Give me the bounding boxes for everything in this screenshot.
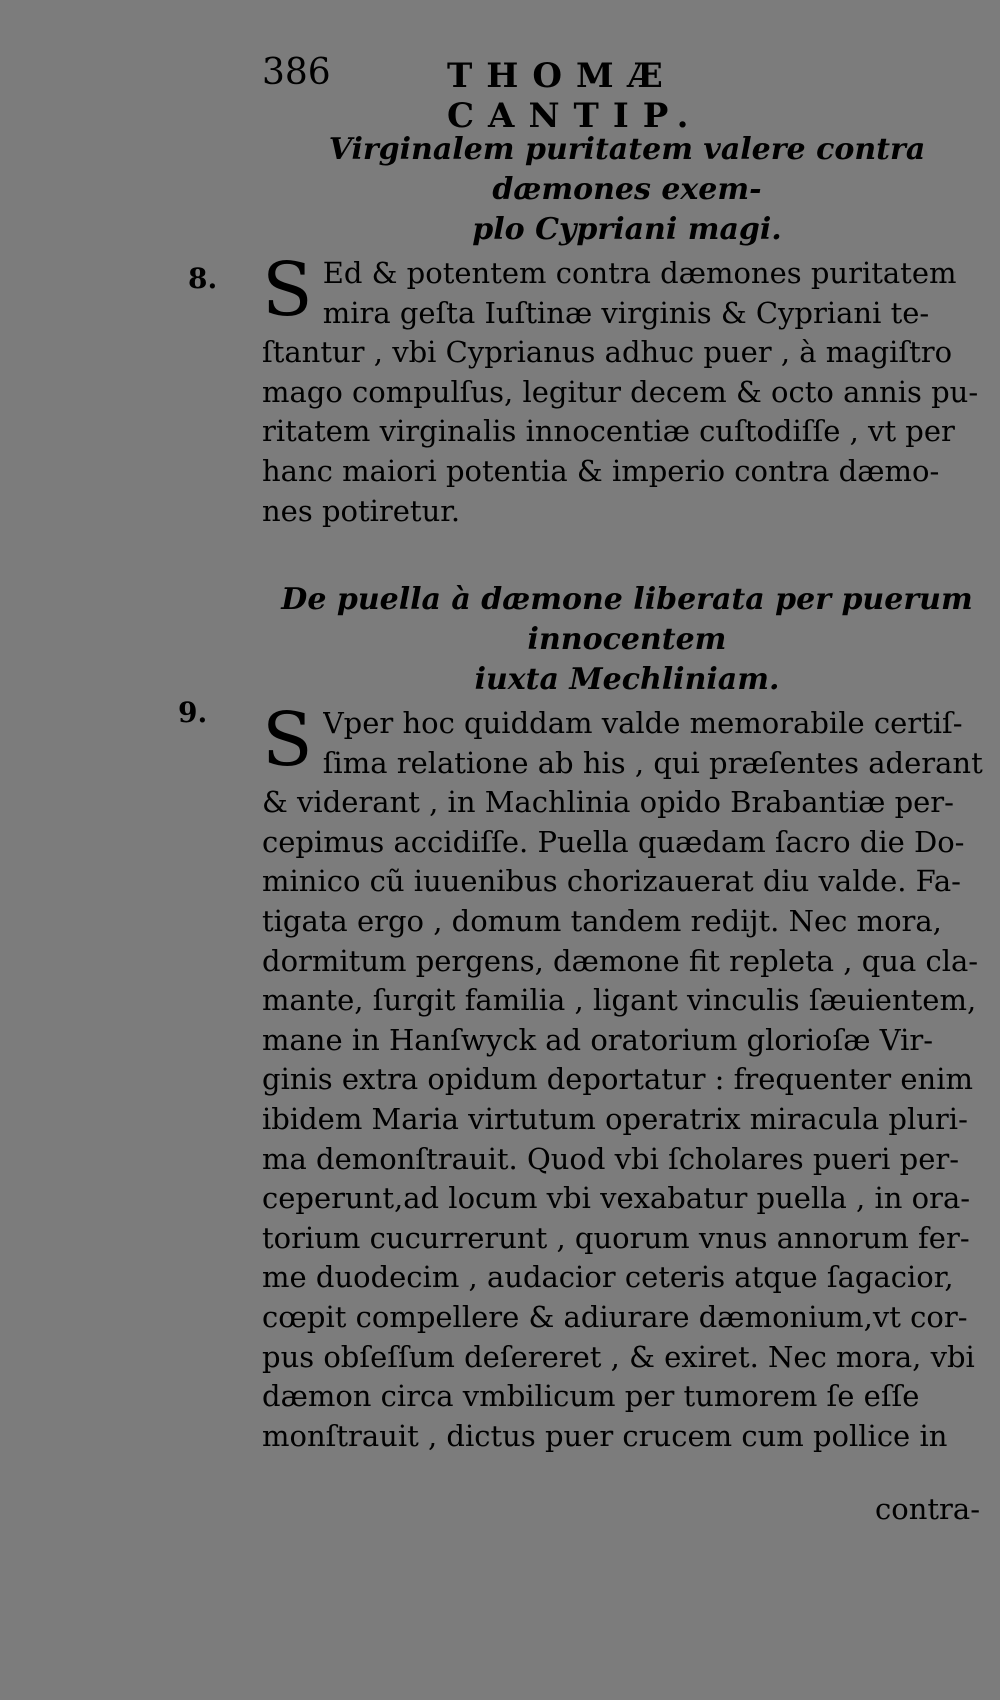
heading-line: De puella à dæmone liberata per puerum innocentem [281,582,973,657]
paragraph [262,697,990,1456]
text-line: mane in Hanſwyck ad oratorium glorioſæ Vir- [262,1022,934,1057]
text-line: ginis extra opidum deportatur : frequenter enim [262,1062,973,1097]
text-line: torium cucurrerunt , quorum vnus annorum fer- [262,1220,970,1255]
text-line: pus obſeſſum deſereret , & exiret. Nec mora, vbi [262,1339,975,1374]
text-line: dormitum pergens, dæmone fit repleta , qua cla- [262,943,979,978]
paragraph [262,247,990,531]
marginal-number: 9. [178,696,208,729]
text-line: ceperunt,ad locum vbi vexabatur puella , in ora- [262,1181,971,1216]
drop-capital: S [262,247,313,333]
heading-line: plo Cypriani magi. [472,212,782,247]
text-line: dæmon circa vmbilicum per tumorem ſe eſſe [262,1379,920,1414]
text-line: ma demonſtrauit. Quod vbi ſcholares pueri per- [262,1141,960,1176]
text-line: nes potiretur. [262,493,461,528]
text-line: me duodecim , audacior ceteris atque ſagacior, [262,1260,954,1295]
text-line: Ed & potentem contra dæmones puritatem [322,256,957,290]
text-line: Vper hoc quiddam valde memorabile certiſ- [322,706,963,740]
text-line: mira geſta Iuſtinæ virginis & Cypriani te- [322,295,930,330]
text-line: ſima relatione ab his , qui præſentes aderant [322,745,983,780]
section-heading [262,130,992,250]
text-line: mago compulſus, legitur decem & octo annis pu- [262,374,979,409]
text-line: tigata ergo , domum tandem redijt. Nec mora, [262,903,942,938]
text-line: cepimus accidiſſe. Puella quædam ſacro die Do- [262,824,965,859]
heading-line: Virginalem puritatem valere contra dæmones exem- [328,132,926,207]
section-heading [262,580,992,700]
text-line: minico cũ iuuenibus chorizauerat diu valde. Fa- [262,864,961,899]
text-line: cœpit compellere & adiurare dæmonium,vt cor- [262,1299,968,1334]
running-head [262,52,902,136]
text-line: ibidem Maria virtutum operatrix miracula pluri- [262,1101,968,1136]
heading-line: iuxta Mechliniam. [474,662,780,697]
text-line: monſtrauit , dictus puer crucem cum pollice in [262,1418,948,1453]
running-title: THOMÆ CANTIP. [447,56,703,136]
text-line: hanc maiori potentia & imperio contra dæmo- [262,453,940,488]
drop-capital: S [262,697,313,783]
text-line: mante, ſurgit familia , ligant vinculis ſæuientem, [262,983,977,1018]
text-line: ritatem virginalis innocentiæ cuſtodiſſe , vt per [262,414,955,449]
text-line: ſtantur , vbi Cyprianus adhuc puer , à magiſtro [262,335,953,370]
catchword: contra- [875,1492,980,1526]
marginal-number: 8. [188,262,218,295]
page-number: 386 [262,52,331,93]
text-line: & viderant , in Machlinia opido Brabantiæ per- [262,785,954,820]
